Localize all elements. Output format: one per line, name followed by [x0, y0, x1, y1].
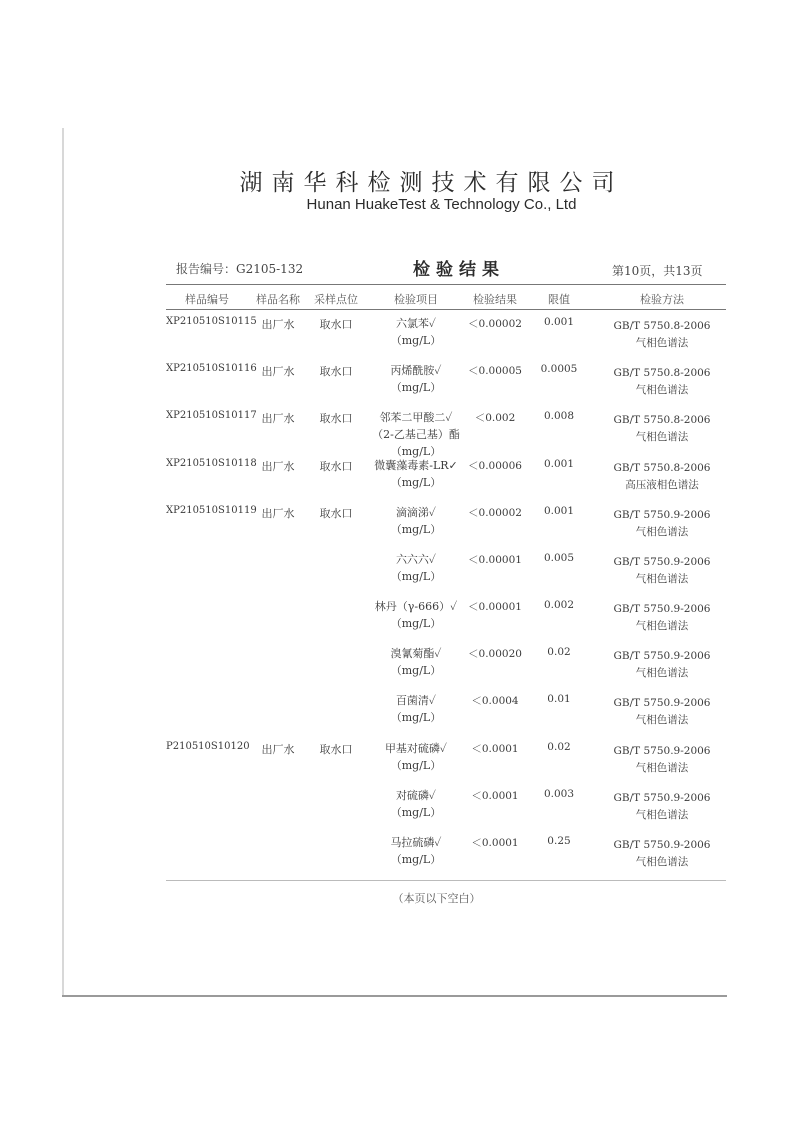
test-method — [604, 837, 720, 871]
sample-id: XP210510S10118 — [166, 458, 257, 469]
test-item-line: 微囊藻毒素-LR✓ — [374, 459, 458, 472]
table-rule-top — [166, 284, 726, 285]
page-number: 第10页，共13页 — [612, 264, 703, 278]
test-method-line: GB/T 5750.9-2006 — [613, 603, 711, 615]
test-item-line: （mg/L） — [390, 664, 442, 677]
test-method-line: 气相色谱法 — [635, 573, 689, 585]
test-item-line: 六六六✓ — [395, 553, 437, 566]
test-result: ＜0.0004 — [471, 695, 519, 707]
test-item — [370, 409, 462, 460]
sampling-point: 取水口 — [319, 318, 353, 331]
sample-id: XP210510S10117 — [166, 410, 257, 421]
limit-value: 0.008 — [543, 410, 575, 422]
test-method — [604, 695, 720, 729]
test-item — [370, 834, 462, 868]
test-method — [604, 790, 720, 824]
test-method-line: GB/T 5750.9-2006 — [613, 697, 711, 709]
test-method-line: 气相色谱法 — [635, 337, 689, 349]
test-method-line: GB/T 5750.9-2006 — [613, 556, 711, 568]
test-item-line: （mg/L） — [390, 853, 442, 866]
limit-value: 0.005 — [543, 552, 575, 564]
test-item-line: （mg/L） — [390, 570, 442, 583]
test-result: ＜0.0001 — [471, 837, 519, 849]
test-method — [604, 365, 720, 399]
test-method — [604, 412, 720, 446]
test-item-line: （mg/L） — [390, 334, 442, 347]
test-method-line: 气相色谱法 — [635, 667, 689, 679]
test-method — [604, 648, 720, 682]
test-item-line: （mg/L） — [390, 806, 442, 819]
test-method-line: 气相色谱法 — [635, 620, 689, 632]
limit-value: 0.003 — [543, 788, 575, 800]
sample-name: 出厂水 — [261, 318, 295, 331]
header-result: 检验结果 — [473, 293, 517, 306]
header-limit: 限值 — [548, 293, 570, 306]
sample-name: 出厂水 — [261, 743, 295, 756]
test-result: ＜0.00020 — [468, 648, 522, 660]
test-method-line: GB/T 5750.9-2006 — [613, 839, 711, 851]
test-item — [370, 787, 462, 821]
test-item-line: （2-乙基己基）酯 — [372, 428, 460, 441]
header-sampling-point: 采样点位 — [314, 293, 358, 306]
test-result: ＜0.00001 — [468, 554, 522, 566]
sample-id: XP210510S10119 — [166, 505, 257, 516]
sample-id: P210510S10120 — [166, 741, 250, 752]
test-result: ＜0.00001 — [468, 601, 522, 613]
limit-value: 0.002 — [543, 599, 575, 611]
test-method-line: 高压液相色谱法 — [625, 479, 699, 491]
test-item-line: （mg/L） — [390, 617, 442, 630]
company-name-cn: 湖南华科检测技术有限公司 — [239, 170, 624, 196]
limit-value: 0.25 — [547, 835, 571, 847]
test-item-line: 溴氰菊酯✓ — [390, 647, 442, 660]
test-item-line: 百菌清✓ — [395, 694, 437, 707]
test-result: ＜0.002 — [474, 412, 516, 424]
document-title: 检验结果 — [413, 260, 505, 280]
limit-value: 0.001 — [543, 316, 575, 328]
test-item-line: （mg/L） — [390, 759, 442, 772]
test-method-line: GB/T 5750.9-2006 — [613, 792, 711, 804]
company-name-en: Hunan HuakeTest & Technology Co., Ltd — [306, 196, 577, 213]
test-method — [604, 507, 720, 541]
test-result: ＜0.00005 — [468, 365, 522, 377]
test-result: ＜0.0001 — [471, 790, 519, 802]
test-method — [604, 601, 720, 635]
test-item — [370, 692, 462, 726]
blank-below-note: （本页以下空白） — [392, 892, 481, 905]
header-test-item: 检验项目 — [394, 293, 438, 306]
test-method-line: GB/T 5750.8-2006 — [613, 367, 711, 379]
table-rule-bottom — [166, 880, 726, 881]
test-item — [370, 504, 462, 538]
test-item-line: 六氯苯✓ — [395, 317, 437, 330]
header-sample-id: 样品编号 — [185, 293, 229, 306]
test-result: ＜0.00006 — [468, 460, 522, 472]
sample-name: 出厂水 — [261, 365, 295, 378]
test-item-line: （mg/L） — [390, 523, 442, 536]
test-result: ＜0.00002 — [468, 318, 522, 330]
test-method-line: 气相色谱法 — [635, 384, 689, 396]
test-item-line: 对硫磷✓ — [395, 789, 437, 802]
test-item — [370, 457, 462, 491]
test-item-line: 丙烯酰胺✓ — [390, 364, 442, 377]
limit-value: 0.001 — [543, 505, 575, 517]
scan-edge-left — [62, 128, 64, 996]
test-item — [370, 645, 462, 679]
sampling-point: 取水口 — [319, 365, 353, 378]
test-method-line: 气相色谱法 — [635, 526, 689, 538]
sample-name: 出厂水 — [261, 412, 295, 425]
sample-id: XP210510S10115 — [166, 316, 257, 327]
limit-value: 0.02 — [547, 741, 571, 753]
scan-edge-bottom — [62, 995, 727, 997]
test-result: ＜0.0001 — [471, 743, 519, 755]
test-item-line: 马拉硫磷✓ — [390, 836, 442, 849]
test-item-line: 甲基对硫磷✓ — [384, 742, 448, 755]
test-item — [370, 362, 462, 396]
sampling-point: 取水口 — [319, 743, 353, 756]
test-method-line: GB/T 5750.8-2006 — [613, 462, 711, 474]
report-number: 报告编号：G2105-132 — [176, 262, 304, 276]
test-item-line: （mg/L） — [390, 711, 442, 724]
test-method — [604, 554, 720, 588]
test-method — [604, 460, 720, 494]
test-method-line: GB/T 5750.9-2006 — [613, 509, 711, 521]
test-item — [370, 315, 462, 349]
limit-value: 0.02 — [547, 646, 571, 658]
test-method-line: GB/T 5750.9-2006 — [613, 650, 711, 662]
test-item-line: （mg/L） — [390, 381, 442, 394]
test-method-line: 气相色谱法 — [635, 714, 689, 726]
limit-value: 0.0005 — [540, 363, 578, 375]
sampling-point: 取水口 — [319, 507, 353, 520]
sample-id: XP210510S10116 — [166, 363, 257, 374]
test-item-line: 滴滴涕✓ — [395, 506, 437, 519]
test-method-line: 气相色谱法 — [635, 856, 689, 868]
test-method-line: GB/T 5750.8-2006 — [613, 414, 711, 426]
test-item — [370, 598, 462, 632]
test-method-line: GB/T 5750.8-2006 — [613, 320, 711, 332]
test-result: ＜0.00002 — [468, 507, 522, 519]
test-method-line: 气相色谱法 — [635, 762, 689, 774]
header-method: 检验方法 — [640, 293, 684, 306]
test-method-line: 气相色谱法 — [635, 431, 689, 443]
test-method-line: GB/T 5750.9-2006 — [613, 745, 711, 757]
sampling-point: 取水口 — [319, 460, 353, 473]
sample-name: 出厂水 — [261, 507, 295, 520]
sampling-point: 取水口 — [319, 412, 353, 425]
limit-value: 0.001 — [543, 458, 575, 470]
test-item-line: 邻苯二甲酸二✓ — [379, 411, 453, 424]
test-item-line: （mg/L） — [390, 476, 442, 489]
test-method-line: 气相色谱法 — [635, 809, 689, 821]
table-rule-header — [166, 309, 726, 310]
test-item — [370, 740, 462, 774]
header-sample-name: 样品名称 — [256, 293, 300, 306]
limit-value: 0.01 — [547, 693, 571, 705]
test-item-line: （mg/L） — [390, 445, 442, 458]
test-method — [604, 743, 720, 777]
test-method — [604, 318, 720, 352]
test-item-line: 林丹（γ-666）✓ — [374, 600, 458, 613]
test-item — [370, 551, 462, 585]
sample-name: 出厂水 — [261, 460, 295, 473]
